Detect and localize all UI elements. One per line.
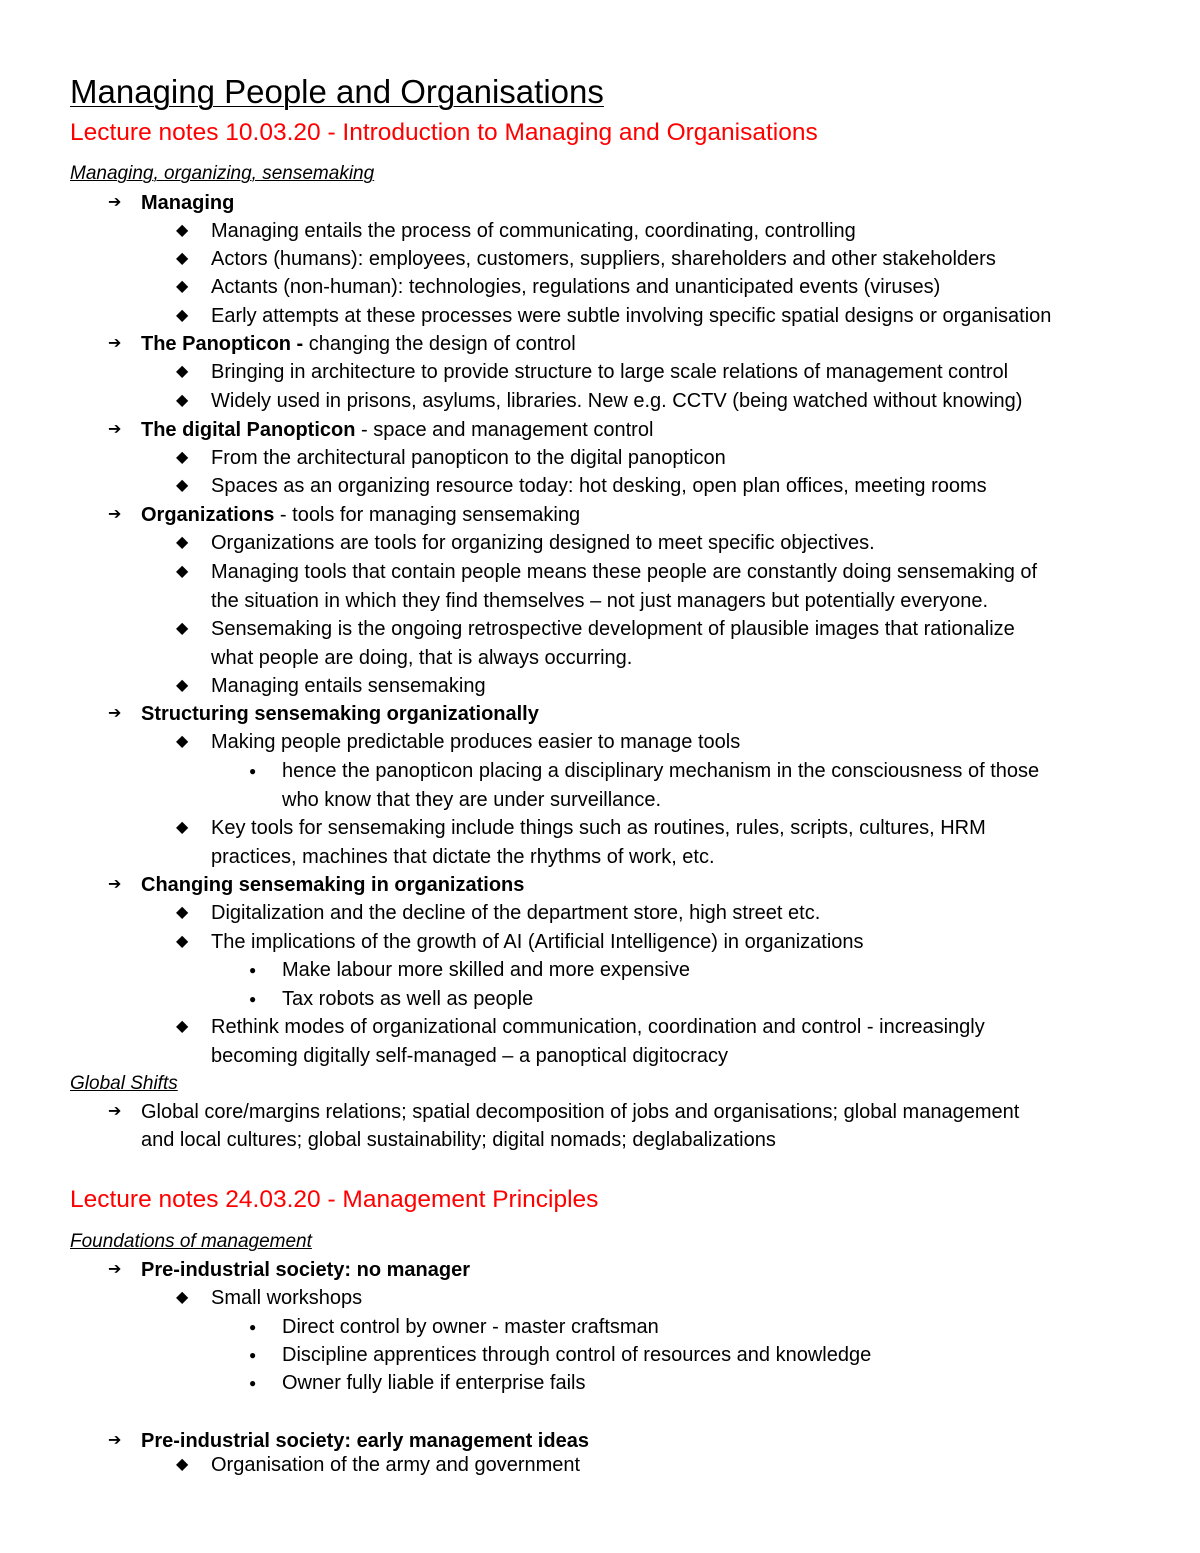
dot-bullet-icon: ●	[249, 963, 257, 977]
arrow-bullet-icon: ➔	[108, 876, 122, 893]
arrow-bullet-icon: ➔	[108, 1432, 122, 1449]
arrow-bullet-icon: ➔	[108, 1103, 122, 1120]
list-item: From the architectural panopticon to the digital panopticon	[211, 447, 726, 469]
diamond-bullet-icon: ◆	[176, 222, 189, 239]
section-heading-2: Lecture notes 24.03.20 - Management Principles	[70, 1186, 599, 1213]
dot-bullet-icon: ●	[249, 764, 257, 778]
list-item-continuation: practices, machines that dictate the rhythms of work, etc.	[211, 846, 715, 868]
list-item: Structuring sensemaking organizationally	[141, 703, 539, 725]
list-item-continuation: who know that they are under surveillance.	[282, 789, 662, 811]
subheading-global-shifts: Global Shifts	[70, 1073, 178, 1094]
list-item: Pre-industrial society: early management ideas	[141, 1430, 589, 1452]
list-item: Owner fully liable if enterprise fails	[282, 1372, 586, 1394]
list-item: Actors (humans): employees, customers, suppliers, shareholders and other stakeholders	[211, 248, 996, 270]
list-item: Bringing in architecture to provide structure to large scale relations of management control	[211, 361, 1009, 383]
diamond-bullet-icon: ◆	[176, 733, 189, 750]
list-item-continuation: and local cultures; global sustainability; digital nomads; deglabalizations	[141, 1129, 776, 1151]
list-item: Small workshops	[211, 1287, 363, 1309]
dot-bullet-icon: ●	[249, 1376, 257, 1390]
list-item: Widely used in prisons, asylums, libraries. New e.g. CCTV (being watched without knowing)	[211, 390, 1023, 412]
dot-bullet-icon: ●	[249, 1348, 257, 1362]
section-heading-1: Lecture notes 10.03.20 - Introduction to Managing and Organisations	[70, 119, 818, 146]
list-item-continuation: the situation in which they find themselves – not just managers but potentially everyone.	[211, 590, 989, 612]
list-item: Key tools for sensemaking include things such as routines, rules, scripts, cultures, HRM	[211, 817, 986, 839]
diamond-bullet-icon: ◆	[176, 392, 189, 409]
diamond-bullet-icon: ◆	[176, 1018, 189, 1035]
diamond-bullet-icon: ◆	[176, 307, 189, 324]
dot-bullet-icon: ●	[249, 992, 257, 1006]
diamond-bullet-icon: ◆	[176, 477, 189, 494]
list-item: Sensemaking is the ongoing retrospective development of plausible images that rationalize	[211, 618, 1015, 640]
list-item: Managing tools that contain people means these people are constantly doing sensemaking of	[211, 561, 1038, 583]
diamond-bullet-icon: ◆	[176, 819, 189, 836]
list-item: Organizations are tools for organizing designed to meet specific objectives.	[211, 532, 875, 554]
diamond-bullet-icon: ◆	[176, 620, 189, 637]
arrow-bullet-icon: ➔	[108, 705, 122, 722]
list-item: Managing	[141, 192, 235, 214]
list-item: Rethink modes of organizational communication, coordination and control - increasingly	[211, 1016, 985, 1038]
diamond-bullet-icon: ◆	[176, 677, 189, 694]
list-item: The digital Panopticon - space and management control	[141, 419, 654, 441]
arrow-bullet-icon: ➔	[108, 421, 122, 438]
list-item: Making people predictable produces easier to manage tools	[211, 731, 741, 753]
diamond-bullet-icon: ◆	[176, 1456, 189, 1473]
subheading-foundations: Foundations of management	[70, 1231, 312, 1252]
list-item: Digitalization and the decline of the department store, high street etc.	[211, 902, 821, 924]
list-item: Actants (non-human): technologies, regulations and unanticipated events (viruses)	[211, 276, 941, 298]
diamond-bullet-icon: ◆	[176, 278, 189, 295]
list-item: Make labour more skilled and more expensive	[282, 959, 690, 981]
diamond-bullet-icon: ◆	[176, 534, 189, 551]
list-item: Changing sensemaking in organizations	[141, 874, 525, 896]
list-item: Spaces as an organizing resource today: hot desking, open plan offices, meeting rooms	[211, 475, 987, 497]
list-item: Tax robots as well as people	[282, 988, 534, 1010]
list-item: The implications of the growth of AI (Artificial Intelligence) in organizations	[211, 931, 864, 953]
subheading-managing-organizing: Managing, organizing, sensemaking	[70, 163, 375, 184]
list-item-continuation: what people are doing, that is always occurring.	[211, 647, 633, 669]
arrow-bullet-icon: ➔	[108, 335, 122, 352]
list-item-continuation: becoming digitally self-managed – a panoptical digitocracy	[211, 1045, 728, 1067]
diamond-bullet-icon: ◆	[176, 1289, 189, 1306]
list-item: Pre-industrial society: no manager	[141, 1259, 470, 1281]
list-item: Managing entails the process of communicating, coordinating, controlling	[211, 220, 856, 242]
diamond-bullet-icon: ◆	[176, 904, 189, 921]
arrow-bullet-icon: ➔	[108, 506, 122, 523]
list-item: Direct control by owner - master craftsman	[282, 1316, 659, 1338]
diamond-bullet-icon: ◆	[176, 449, 189, 466]
diamond-bullet-icon: ◆	[176, 250, 189, 267]
list-item: Managing entails sensemaking	[211, 675, 486, 697]
list-item: Organizations - tools for managing sensemaking	[141, 504, 581, 526]
diamond-bullet-icon: ◆	[176, 933, 189, 950]
arrow-bullet-icon: ➔	[108, 194, 122, 211]
diamond-bullet-icon: ◆	[176, 563, 189, 580]
diamond-bullet-icon: ◆	[176, 363, 189, 380]
document-title: Managing People and Organisations	[70, 73, 604, 110]
list-item: Global core/margins relations; spatial decomposition of jobs and organisations; global management	[141, 1101, 1020, 1123]
list-item: Organisation of the army and government	[211, 1454, 581, 1476]
list-item: Early attempts at these processes were subtle involving specific spatial designs or organisation	[211, 305, 1052, 327]
list-item: Discipline apprentices through control of resources and knowledge	[282, 1344, 872, 1366]
list-item: hence the panopticon placing a disciplinary mechanism in the consciousness of those	[282, 760, 1040, 782]
list-item: The Panopticon - changing the design of control	[141, 333, 576, 355]
arrow-bullet-icon: ➔	[108, 1261, 122, 1278]
dot-bullet-icon: ●	[249, 1320, 257, 1334]
